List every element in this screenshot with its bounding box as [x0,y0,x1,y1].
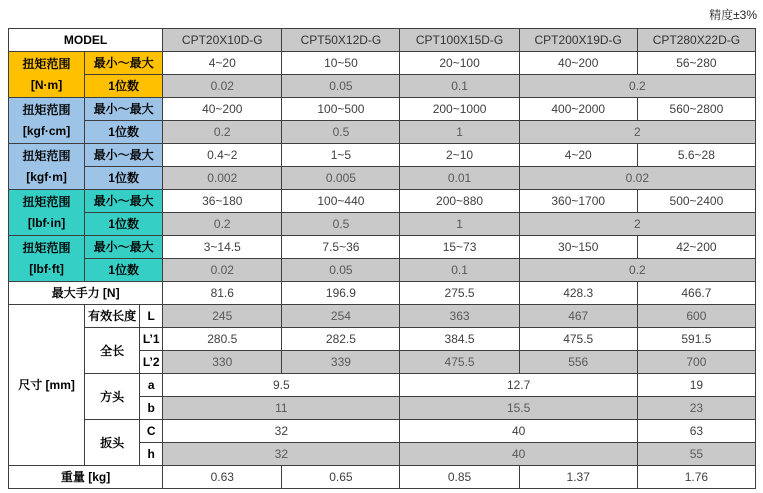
dim-value: 280.5 [163,328,282,351]
dim-group-label: 扳头 [85,420,140,466]
weight-value: 0.65 [282,466,400,489]
dim-value: 32 [163,443,400,466]
dim-value: 15.5 [400,397,637,420]
torque-digit-value: 0.002 [163,167,282,190]
torque-range-label: 最小～最大 [85,52,163,75]
torque-range-value: 500~2400 [637,190,755,213]
torque-group-unit: [lbf·in] [27,215,66,230]
dim-key-label: b [140,397,163,420]
dimensions-label: 尺寸 [mm] [9,305,85,466]
torque-digit-row [9,213,756,236]
dimension-row [9,374,756,397]
torque-group-unit: [kgf·cm] [22,123,71,138]
torque-digit-value: 0.01 [400,167,519,190]
dimension-row [9,305,756,328]
torque-digit-label: 1位数 [85,213,163,236]
torque-range-value: 200~880 [400,190,519,213]
dim-value: 556 [519,351,637,374]
torque-group-unit: [kgf·m] [26,169,67,184]
torque-group-name: 扭矩范围 [22,56,71,71]
weight-row [9,466,756,489]
torque-range-label: 最小～最大 [85,144,163,167]
torque-digit-row [9,259,756,282]
torque-digit-value: 2 [519,121,755,144]
dim-value: 19 [637,374,755,397]
torque-digit-value: 0.1 [400,259,519,282]
torque-digit-value: 2 [519,213,755,236]
torque-group-name: 扭矩范围 [22,194,71,209]
torque-group-label [9,52,85,98]
dim-value: 384.5 [400,328,519,351]
model-column-header: CPT20X10D-G [163,29,282,52]
torque-range-value: 5.6~28 [637,144,755,167]
torque-digit-value: 0.005 [282,167,400,190]
dim-value: 40 [400,420,637,443]
dim-value: 475.5 [400,351,519,374]
torque-range-row [9,190,756,213]
max-force-value: 196.9 [282,282,400,305]
torque-digit-row [9,167,756,190]
dim-value: 32 [163,420,400,443]
dim-value: 245 [163,305,282,328]
torque-range-label: 最小～最大 [85,190,163,213]
dimension-row [9,420,756,443]
torque-digit-label: 1位数 [85,259,163,282]
torque-range-row [9,98,756,121]
accuracy-note: 精度±3% [709,8,757,22]
torque-digit-value: 0.2 [163,121,282,144]
torque-range-value: 3~14.5 [163,236,282,259]
torque-range-value: 20~100 [400,52,519,75]
max-force-value: 466.7 [637,282,755,305]
torque-digit-value: 0.02 [519,167,755,190]
torque-range-value: 36~180 [163,190,282,213]
dim-value: 11 [163,397,400,420]
torque-group-unit: [N·m] [30,77,63,92]
weight-label: 重量 [kg] [9,466,163,489]
model-column-header: CPT200X19D-G [519,29,637,52]
weight-value: 0.63 [163,466,282,489]
torque-range-label: 最小～最大 [85,236,163,259]
max-force-label: 最大手力 [N] [9,282,163,305]
dimension-row [9,328,756,351]
torque-group-label [9,98,85,144]
dim-value: 63 [637,420,755,443]
weight-value: 1.37 [519,466,637,489]
dim-value: 12.7 [400,374,637,397]
torque-range-value: 42~200 [637,236,755,259]
torque-digit-row [9,75,756,98]
dim-value: 475.5 [519,328,637,351]
torque-range-value: 56~280 [637,52,755,75]
torque-digit-value: 0.02 [163,75,282,98]
dim-group-label: 全长 [85,328,140,374]
torque-group-name: 扭矩范围 [22,102,71,117]
max-force-row [9,282,756,305]
torque-range-value: 400~2000 [519,98,637,121]
torque-group-label [9,190,85,236]
torque-digit-value: 1 [400,121,519,144]
torque-range-value: 4~20 [519,144,637,167]
dim-key-label: a [140,374,163,397]
torque-range-row [9,236,756,259]
model-column-header: CPT280X22D-G [637,29,755,52]
weight-value: 1.76 [637,466,755,489]
weight-value: 0.85 [400,466,519,489]
dim-key-label: C [140,420,163,443]
torque-digit-value: 0.02 [163,259,282,282]
torque-range-value: 100~440 [282,190,400,213]
torque-digit-value: 0.5 [282,213,400,236]
dim-value: 40 [400,443,637,466]
torque-range-value: 560~2800 [637,98,755,121]
torque-digit-value: 0.2 [519,259,755,282]
torque-digit-row [9,121,756,144]
max-force-value: 428.3 [519,282,637,305]
torque-range-value: 1~5 [282,144,400,167]
max-force-value: 275.5 [400,282,519,305]
model-column-header: CPT50X12D-G [282,29,400,52]
dim-value: 363 [400,305,519,328]
torque-range-value: 100~500 [282,98,400,121]
torque-range-value: 360~1700 [519,190,637,213]
dim-key-label: L [140,305,163,328]
torque-range-value: 10~50 [282,52,400,75]
torque-group-label [9,236,85,282]
torque-range-value: 200~1000 [400,98,519,121]
spec-table [8,28,756,489]
dim-group-label: 方头 [85,374,140,420]
torque-range-value: 40~200 [519,52,637,75]
torque-group-name: 扭矩范围 [22,148,71,163]
dim-value: 23 [637,397,755,420]
dim-value: 282.5 [282,328,400,351]
torque-digit-value: 1 [400,213,519,236]
model-header-cell: MODEL [9,29,163,52]
torque-digit-value: 0.1 [400,75,519,98]
torque-range-value: 40~200 [163,98,282,121]
torque-digit-value: 0.05 [282,259,400,282]
header-row [9,29,756,52]
torque-group-name: 扭矩范围 [22,240,71,255]
torque-range-value: 30~150 [519,236,637,259]
dim-value: 254 [282,305,400,328]
dim-group-label: 有效长度 [85,305,140,328]
torque-group-unit: [lbf·ft] [29,261,64,276]
torque-digit-value: 0.5 [282,121,400,144]
torque-range-value: 15~73 [400,236,519,259]
torque-digit-value: 0.2 [519,75,755,98]
max-force-value: 81.6 [163,282,282,305]
dim-value: 591.5 [637,328,755,351]
torque-range-label: 最小～最大 [85,98,163,121]
torque-digit-label: 1位数 [85,75,163,98]
model-column-header: CPT100X15D-G [400,29,519,52]
dim-key-label: h [140,443,163,466]
torque-digit-label: 1位数 [85,167,163,190]
dim-value: 600 [637,305,755,328]
torque-range-value: 0.4~2 [163,144,282,167]
torque-digit-label: 1位数 [85,121,163,144]
torque-range-value: 2~10 [400,144,519,167]
torque-range-value: 7.5~36 [282,236,400,259]
torque-digit-value: 0.2 [163,213,282,236]
torque-range-row [9,52,756,75]
dim-key-label: L’1 [140,328,163,351]
dim-value: 330 [163,351,282,374]
dim-key-label: L’2 [140,351,163,374]
dim-value: 339 [282,351,400,374]
torque-digit-value: 0.05 [282,75,400,98]
dim-value: 9.5 [163,374,400,397]
torque-group-label [9,144,85,190]
dim-value: 55 [637,443,755,466]
torque-range-row [9,144,756,167]
torque-range-value: 4~20 [163,52,282,75]
dim-value: 700 [637,351,755,374]
dim-value: 467 [519,305,637,328]
